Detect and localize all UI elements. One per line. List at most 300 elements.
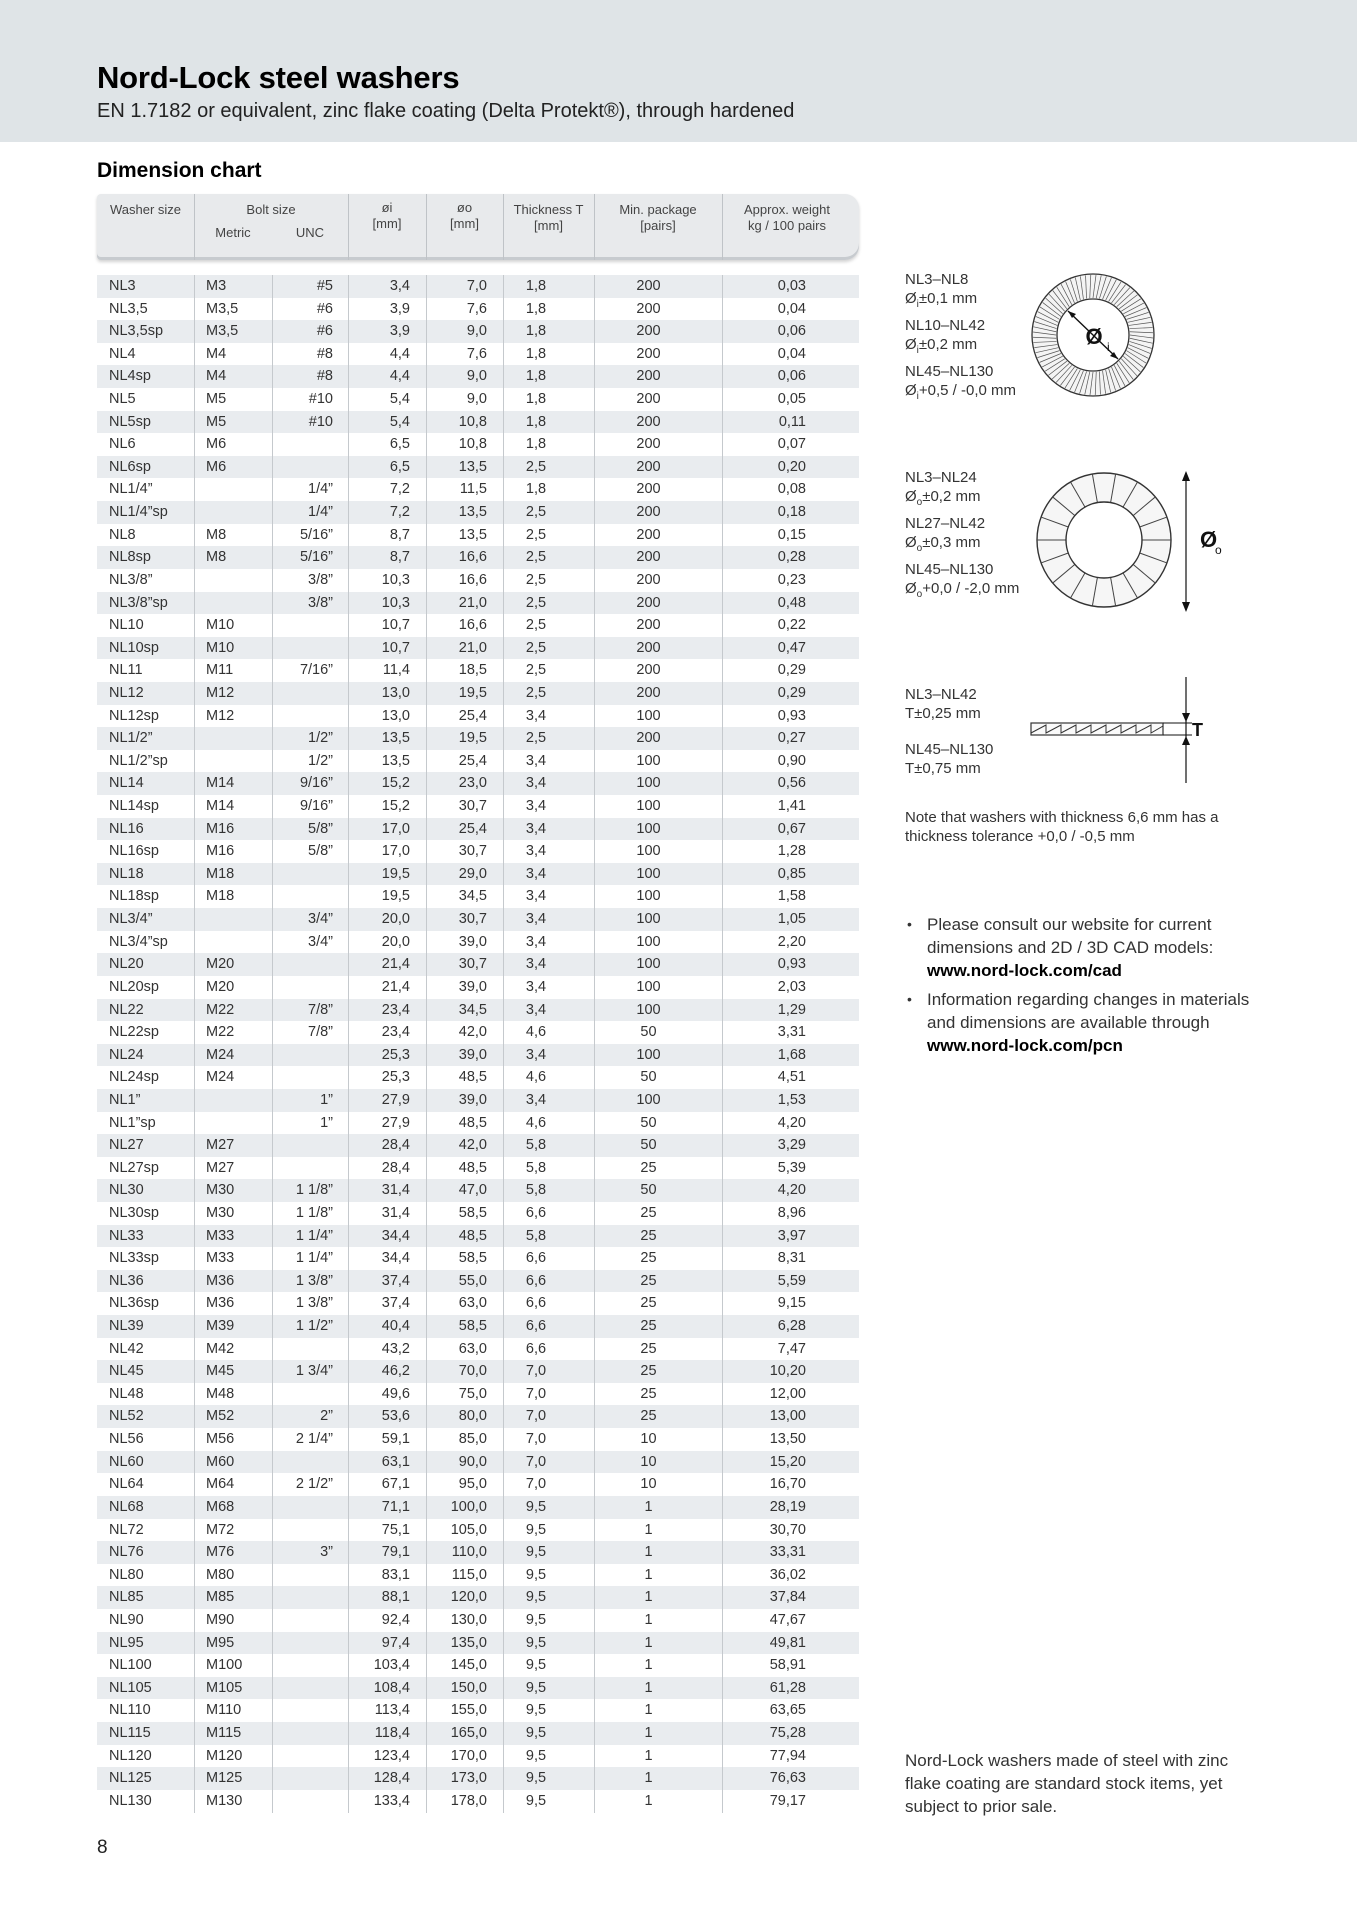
- cell-metric-bolt: M4: [206, 368, 227, 385]
- cell-metric-bolt: M36: [206, 1295, 235, 1312]
- cell-outer-diameter: 95,0: [458, 1476, 487, 1493]
- cell-thickness: 9,5: [525, 1566, 547, 1583]
- cell-unc-bolt: 7/8”: [308, 1024, 333, 1041]
- cell-thickness: 2,5: [525, 594, 547, 611]
- cell-inner-diameter: 71,1: [381, 1498, 410, 1515]
- column-divider: [426, 275, 427, 1813]
- cell-weight: 37,84: [769, 1589, 806, 1606]
- table-row: [97, 1586, 859, 1609]
- cell-washer-size: NL90: [109, 1611, 144, 1628]
- cell-washer-size: NL10sp: [109, 639, 159, 656]
- cell-min-package: 200: [636, 413, 661, 430]
- cell-inner-diameter: 34,4: [381, 1250, 410, 1267]
- cell-weight: 1,05: [777, 911, 806, 928]
- cell-unc-bolt: 1/2”: [308, 752, 333, 769]
- cell-washer-size: NL125: [109, 1770, 152, 1787]
- table-row: [97, 1225, 859, 1248]
- cell-min-package: 200: [636, 684, 661, 701]
- cell-weight: 3,31: [777, 1024, 806, 1041]
- cell-washer-size: NL6sp: [109, 458, 151, 475]
- cell-washer-size: NL24: [109, 1046, 144, 1063]
- cell-unc-bolt: 1 3/8”: [295, 1295, 333, 1312]
- table-row: [97, 1654, 859, 1677]
- cell-metric-bolt: M14: [206, 798, 235, 815]
- cell-inner-diameter: 118,4: [374, 1725, 410, 1741]
- dimension-table-body: [97, 275, 859, 1812]
- cell-weight: 4,20: [777, 1114, 806, 1131]
- cell-outer-diameter: 25,4: [458, 820, 487, 837]
- cell-min-package: 200: [636, 549, 661, 566]
- cell-outer-diameter: 25,4: [458, 707, 487, 724]
- cell-outer-diameter: 13,5: [458, 526, 487, 543]
- cell-metric-bolt: M105: [206, 1679, 243, 1696]
- cell-thickness: 1,8: [525, 391, 547, 408]
- cell-metric-bolt: M10: [206, 617, 235, 634]
- bullet-pcn: • Information regarding changes in materials and dimensions are available through www.nord-lock.com/pcn: [907, 990, 1250, 1055]
- table-row: [97, 1157, 859, 1180]
- thickness-note: Note that washers with thickness 6,6 mm has a thickness tolerance +0,0 / -0,5 mm: [905, 809, 1219, 845]
- cell-unc-bolt: #10: [308, 413, 333, 430]
- bullet-dot-icon: •: [907, 916, 912, 932]
- cell-weight: 0,06: [777, 323, 806, 340]
- cell-inner-diameter: 97,4: [381, 1634, 410, 1651]
- cell-min-package: 1: [644, 1634, 653, 1651]
- cell-washer-size: NL8sp: [109, 549, 151, 566]
- header-min-package-unit: [pairs]: [640, 218, 676, 233]
- table-row: [97, 976, 859, 999]
- table-row: [97, 1767, 859, 1790]
- cell-metric-bolt: M42: [206, 1340, 235, 1357]
- cell-outer-diameter: 173,0: [450, 1770, 487, 1787]
- cell-unc-bolt: 1”: [320, 1091, 333, 1108]
- cell-min-package: 200: [636, 345, 661, 362]
- cell-inner-diameter: 34,4: [381, 1227, 410, 1244]
- cell-washer-size: NL110: [109, 1702, 151, 1719]
- bullet-cad: • Please consult our website for current dimensions and 2D / 3D CAD models: www.nord-lock.com/cad: [907, 915, 1214, 980]
- cell-min-package: 100: [636, 911, 661, 928]
- cell-washer-size: NL100: [109, 1657, 152, 1674]
- cell-weight: 0,93: [777, 707, 806, 724]
- cell-unc-bolt: 2 1/4”: [295, 1431, 333, 1448]
- table-row: [97, 1021, 859, 1044]
- cell-weight: 1,41: [777, 798, 806, 815]
- cell-inner-diameter: 13,0: [381, 707, 410, 724]
- cell-weight: 5,39: [777, 1159, 806, 1176]
- cell-weight: 61,28: [769, 1679, 806, 1696]
- cell-outer-diameter: 42,0: [458, 1137, 487, 1154]
- cell-min-package: 200: [636, 730, 661, 747]
- cell-washer-size: NL3,5sp: [109, 323, 164, 340]
- cell-weight: 28,19: [769, 1498, 806, 1515]
- cell-inner-diameter: 8,7: [389, 526, 410, 543]
- table-row: [97, 1089, 859, 1112]
- cell-inner-diameter: 103,4: [373, 1657, 410, 1674]
- cell-metric-bolt: M16: [206, 820, 235, 837]
- cell-thickness: 2,5: [525, 504, 547, 521]
- cell-thickness: 3,4: [525, 1091, 547, 1108]
- table-row: [97, 592, 859, 615]
- cell-thickness: 7,0: [525, 1453, 547, 1470]
- cell-outer-diameter: 9,0: [466, 368, 487, 385]
- cell-min-package: 200: [636, 617, 661, 634]
- cell-min-package: 200: [636, 526, 661, 543]
- cell-metric-bolt: M48: [206, 1385, 235, 1402]
- cell-min-package: 100: [636, 1091, 661, 1108]
- cell-outer-diameter: 100,0: [450, 1498, 487, 1515]
- cell-unc-bolt: 2 1/2”: [295, 1476, 333, 1493]
- cell-min-package: 100: [636, 775, 661, 792]
- table-row: [97, 524, 859, 547]
- cell-min-package: 1: [644, 1589, 653, 1606]
- table-row: [97, 411, 859, 434]
- cell-inner-diameter: 27,9: [381, 1091, 410, 1108]
- cell-inner-diameter: 10,7: [381, 639, 410, 656]
- cell-inner-diameter: 25,3: [381, 1069, 410, 1086]
- cell-outer-diameter: 105,0: [450, 1521, 487, 1538]
- header-thickness: [503, 202, 594, 234]
- cell-min-package: 25: [640, 1295, 657, 1312]
- cell-weight: 7,47: [777, 1340, 806, 1357]
- cell-metric-bolt: M110: [206, 1702, 242, 1719]
- cell-washer-size: NL18: [109, 865, 144, 882]
- cell-thickness: 9,5: [525, 1634, 547, 1651]
- cell-outer-diameter: 75,0: [458, 1385, 487, 1402]
- header-thickness-unit: [mm]: [534, 218, 563, 233]
- cell-unc-bolt: 3/4”: [308, 933, 333, 950]
- table-row: [97, 1519, 859, 1542]
- cell-outer-diameter: 47,0: [458, 1182, 487, 1199]
- cell-weight: 75,28: [769, 1725, 806, 1741]
- stock-note: Nord-Lock washers made of steel with zinc flake coating are standard stock items, yet subject to prior sale.: [905, 1751, 1229, 1816]
- cell-weight: 0,28: [777, 549, 806, 566]
- cell-metric-bolt: M4: [206, 345, 227, 362]
- cell-unc-bolt: 3/8”: [308, 594, 333, 611]
- cell-thickness: 3,4: [525, 1046, 547, 1063]
- cell-washer-size: NL8: [109, 526, 136, 543]
- table-row: [97, 388, 859, 411]
- cell-washer-size: NL22: [109, 1001, 144, 1018]
- cell-washer-size: NL95: [109, 1634, 144, 1651]
- cell-min-package: 1: [644, 1770, 653, 1787]
- cell-metric-bolt: M85: [206, 1589, 235, 1606]
- cell-inner-diameter: 37,4: [381, 1295, 410, 1312]
- table-row: [97, 1179, 859, 1202]
- cell-unc-bolt: #6: [316, 323, 333, 340]
- cell-metric-bolt: M18: [206, 888, 235, 905]
- cell-washer-size: NL1/4”: [109, 481, 153, 498]
- cell-washer-size: NL3/4”: [109, 911, 153, 928]
- cell-weight: 12,00: [769, 1385, 806, 1402]
- cell-weight: 2,03: [777, 978, 806, 995]
- cell-inner-diameter: 13,5: [381, 730, 410, 747]
- cell-washer-size: NL30: [109, 1182, 144, 1199]
- cell-unc-bolt: #6: [316, 300, 333, 317]
- cell-inner-diameter: 40,4: [381, 1318, 410, 1335]
- outer-tolerance-3: NL45–NL130 $Ø_o+0,0 / -2,0$ mm: [905, 561, 1020, 600]
- cell-thickness: 9,5: [525, 1747, 547, 1764]
- cell-washer-size: NL10: [109, 617, 144, 634]
- cell-outer-diameter: 7,0: [466, 278, 487, 294]
- cell-weight: 47,67: [769, 1611, 806, 1628]
- cell-metric-bolt: M90: [206, 1611, 235, 1628]
- cell-outer-diameter: 19,5: [458, 684, 487, 701]
- cell-weight: 58,91: [769, 1657, 806, 1674]
- cell-metric-bolt: M30: [206, 1204, 235, 1221]
- cell-inner-diameter: 123,4: [373, 1747, 410, 1764]
- cell-weight: 6,28: [777, 1318, 806, 1335]
- cell-metric-bolt: M45: [206, 1363, 235, 1380]
- cell-metric-bolt: M8: [206, 526, 227, 543]
- cell-inner-diameter: 4,4: [389, 368, 410, 385]
- cell-thickness: 3,4: [525, 1001, 547, 1018]
- cell-outer-diameter: 34,5: [458, 888, 487, 905]
- table-row: [97, 1699, 859, 1722]
- page-subtitle: EN 1.7182 or equivalent, zinc flake coating (Delta Protekt®), through hardened: [97, 100, 795, 122]
- cell-inner-diameter: 28,4: [381, 1159, 410, 1176]
- cell-weight: 0,06: [777, 368, 806, 385]
- cell-inner-diameter: 5,4: [389, 413, 410, 430]
- washer-outer-diameter-diagram: [1028, 468, 1248, 618]
- table-row: [97, 456, 859, 479]
- outer-tolerance-1: NL3–NL24 $Ø_o\pm 0,2$ mm: [905, 469, 981, 508]
- cell-metric-bolt: M72: [206, 1521, 235, 1538]
- cell-min-package: 200: [636, 436, 661, 453]
- cell-thickness: 1,8: [525, 481, 547, 498]
- cell-thickness: 1,8: [525, 345, 547, 362]
- washer-thickness-diagram: [1028, 675, 1218, 785]
- cell-outer-diameter: 48,5: [458, 1069, 487, 1086]
- cell-weight: 0,20: [777, 458, 806, 475]
- thickness-label: T: [1192, 720, 1203, 740]
- cell-metric-bolt: M130: [206, 1792, 243, 1809]
- cell-weight: 13,00: [769, 1408, 806, 1425]
- cell-weight: 0,04: [777, 345, 806, 362]
- cell-washer-size: NL6: [109, 436, 136, 453]
- cell-metric-bolt: M68: [206, 1498, 235, 1515]
- thickness-tolerance-2: NL45–NL130 T±0,75 mm: [905, 741, 994, 777]
- table-row: [97, 1790, 859, 1813]
- cell-thickness: 2,5: [525, 549, 547, 566]
- cell-washer-size: NL18sp: [109, 888, 159, 905]
- washer-inner-diameter-diagram: [1028, 270, 1158, 400]
- cell-metric-bolt: M12: [206, 707, 235, 724]
- cell-washer-size: NL4sp: [109, 368, 151, 385]
- table-row: [97, 908, 859, 931]
- table-row: [97, 1564, 859, 1587]
- header-outer-diameter: [426, 200, 503, 232]
- cell-metric-bolt: M22: [206, 1024, 235, 1041]
- cell-washer-size: NL36: [109, 1272, 144, 1289]
- cell-min-package: 1: [644, 1747, 653, 1764]
- cell-washer-size: NL36sp: [109, 1295, 159, 1312]
- svg-text:o: o: [1215, 543, 1222, 557]
- cell-thickness: 9,5: [525, 1589, 547, 1606]
- header-bolt-size: Bolt size: [246, 202, 296, 217]
- cell-outer-diameter: 85,0: [458, 1431, 487, 1448]
- table-row: [97, 1247, 859, 1270]
- cell-unc-bolt: 1 3/4”: [295, 1363, 333, 1380]
- cell-outer-diameter: 39,0: [458, 1091, 487, 1108]
- cell-outer-diameter: 58,5: [458, 1204, 487, 1221]
- cell-thickness: 2,5: [525, 526, 547, 543]
- cell-outer-diameter: 30,7: [458, 911, 487, 928]
- cell-weight: 15,20: [769, 1453, 806, 1470]
- cell-outer-diameter: 48,5: [458, 1227, 487, 1244]
- cell-weight: 0,90: [777, 752, 806, 769]
- cell-thickness: 6,6: [525, 1340, 547, 1357]
- cell-metric-bolt: M125: [206, 1770, 243, 1787]
- cell-min-package: 100: [636, 752, 661, 769]
- cell-weight: 0,05: [777, 391, 806, 408]
- cell-inner-diameter: 6,5: [389, 458, 410, 475]
- header-metric: Metric: [215, 225, 251, 240]
- cell-metric-bolt: M20: [206, 956, 235, 973]
- cell-outer-diameter: 135,0: [450, 1634, 487, 1651]
- cell-outer-diameter: 7,6: [466, 300, 487, 317]
- cell-thickness: 9,5: [525, 1725, 547, 1741]
- cell-weight: 8,96: [777, 1204, 806, 1221]
- cell-min-package: 200: [636, 481, 661, 498]
- table-row: [97, 320, 859, 343]
- cell-thickness: 3,4: [525, 911, 547, 928]
- cell-outer-diameter: 18,5: [458, 662, 487, 679]
- cell-inner-diameter: 88,1: [381, 1589, 410, 1606]
- table-row: [97, 682, 859, 705]
- table-row: [97, 298, 859, 321]
- cell-unc-bolt: #8: [316, 368, 333, 385]
- info-bullets: [905, 913, 1265, 1063]
- cad-link[interactable]: www.nord-lock.com/cad: [927, 961, 1122, 980]
- cell-thickness: 3,4: [525, 933, 547, 950]
- cell-inner-diameter: 49,6: [381, 1385, 410, 1402]
- cell-thickness: 7,0: [525, 1385, 547, 1402]
- cell-thickness: 1,8: [525, 368, 547, 385]
- cell-outer-diameter: 29,0: [458, 865, 487, 882]
- cell-weight: 4,20: [777, 1182, 806, 1199]
- cell-washer-size: NL39: [109, 1318, 144, 1335]
- table-row: [97, 705, 859, 728]
- cell-outer-diameter: 30,7: [458, 843, 487, 860]
- cell-min-package: 25: [640, 1272, 657, 1289]
- cell-weight: 0,07: [777, 436, 806, 453]
- header-outer-diameter-symbol: øo: [456, 200, 473, 215]
- cell-metric-bolt: M3,5: [206, 323, 239, 340]
- cell-min-package: 1: [644, 1611, 653, 1628]
- cell-outer-diameter: 48,5: [458, 1114, 487, 1131]
- cell-min-package: 100: [636, 707, 661, 724]
- cell-weight: 0,03: [777, 278, 806, 294]
- cell-weight: 76,63: [769, 1770, 806, 1787]
- cell-thickness: 6,6: [525, 1204, 547, 1221]
- table-row: [97, 1632, 859, 1655]
- cell-outer-diameter: 30,7: [458, 956, 487, 973]
- cell-weight: 0,29: [777, 662, 806, 679]
- cell-inner-diameter: 20,0: [381, 933, 410, 950]
- table-row: [97, 840, 859, 863]
- cell-unc-bolt: 1 1/8”: [295, 1204, 333, 1221]
- cell-weight: 0,18: [777, 504, 806, 521]
- cell-washer-size: NL14sp: [109, 798, 159, 815]
- cell-washer-size: NL24sp: [109, 1069, 159, 1086]
- cell-weight: 0,22: [777, 617, 806, 634]
- table-row: [97, 818, 859, 841]
- cell-inner-diameter: 21,4: [381, 978, 410, 995]
- column-divider: [272, 275, 273, 1813]
- column-divider: [594, 275, 595, 1813]
- outer-diameter-label: Ø: [1200, 527, 1218, 552]
- cell-unc-bolt: 1 1/2”: [295, 1318, 333, 1335]
- cell-washer-size: NL16sp: [109, 843, 159, 860]
- cell-thickness: 5,8: [525, 1137, 547, 1154]
- cell-thickness: 9,5: [525, 1498, 547, 1515]
- cell-metric-bolt: M24: [206, 1069, 235, 1086]
- cell-metric-bolt: M22: [206, 1001, 235, 1018]
- cell-min-package: 10: [640, 1476, 657, 1493]
- cell-weight: 1,68: [777, 1046, 806, 1063]
- cell-min-package: 25: [640, 1250, 657, 1267]
- cell-washer-size: NL72: [109, 1521, 144, 1538]
- header-inner-diameter: [348, 200, 426, 232]
- cell-washer-size: NL3/8”: [109, 571, 153, 588]
- cell-washer-size: NL16: [109, 820, 144, 837]
- cell-min-package: 100: [636, 933, 661, 950]
- table-row: [97, 546, 859, 569]
- cell-metric-bolt: M27: [206, 1159, 235, 1176]
- cell-min-package: 100: [636, 1046, 661, 1063]
- cell-min-package: 50: [640, 1182, 657, 1199]
- cell-washer-size: NL3/4”sp: [109, 933, 168, 950]
- cell-outer-diameter: 9,0: [466, 323, 487, 340]
- cell-metric-bolt: M8: [206, 549, 227, 566]
- table-row: [97, 1134, 859, 1157]
- cell-outer-diameter: 39,0: [458, 933, 487, 950]
- table-row: [97, 1270, 859, 1293]
- cell-thickness: 5,8: [525, 1159, 547, 1176]
- cell-min-package: 25: [640, 1385, 657, 1402]
- table-row: [97, 659, 859, 682]
- cell-weight: 79,17: [769, 1792, 806, 1809]
- cell-outer-diameter: 48,5: [458, 1159, 487, 1176]
- cell-inner-diameter: 31,4: [381, 1204, 410, 1221]
- cell-weight: 0,48: [777, 594, 806, 611]
- cell-thickness: 4,6: [525, 1024, 547, 1041]
- cell-weight: 13,50: [769, 1431, 806, 1448]
- pcn-link[interactable]: www.nord-lock.com/pcn: [927, 1036, 1123, 1055]
- cell-metric-bolt: M120: [206, 1747, 243, 1764]
- cell-outer-diameter: 13,5: [458, 458, 487, 475]
- cell-unc-bolt: 1 1/8”: [295, 1182, 333, 1199]
- cell-thickness: 2,5: [525, 639, 547, 656]
- cell-washer-size: NL27sp: [109, 1159, 159, 1176]
- cell-metric-bolt: M33: [206, 1250, 235, 1267]
- cell-inner-diameter: 128,4: [373, 1770, 410, 1787]
- cell-min-package: 100: [636, 956, 661, 973]
- cell-thickness: 2,5: [525, 730, 547, 747]
- cell-unc-bolt: #10: [308, 391, 333, 408]
- cell-weight: 2,20: [777, 933, 806, 950]
- table-row: [97, 727, 859, 750]
- cell-washer-size: NL22sp: [109, 1024, 159, 1041]
- cell-inner-diameter: 108,4: [373, 1679, 410, 1696]
- cell-outer-diameter: 58,5: [458, 1318, 487, 1335]
- cell-unc-bolt: 1/2”: [308, 730, 333, 747]
- inner-tolerance-2: NL10–NL42 $Ø_i\pm 0,2$ mm: [905, 317, 986, 356]
- cell-outer-diameter: 80,0: [458, 1408, 487, 1425]
- cell-min-package: 1: [644, 1679, 653, 1696]
- cell-inner-diameter: 11,4: [382, 662, 410, 679]
- cell-outer-diameter: 7,6: [466, 345, 487, 362]
- cell-outer-diameter: 130,0: [450, 1611, 487, 1628]
